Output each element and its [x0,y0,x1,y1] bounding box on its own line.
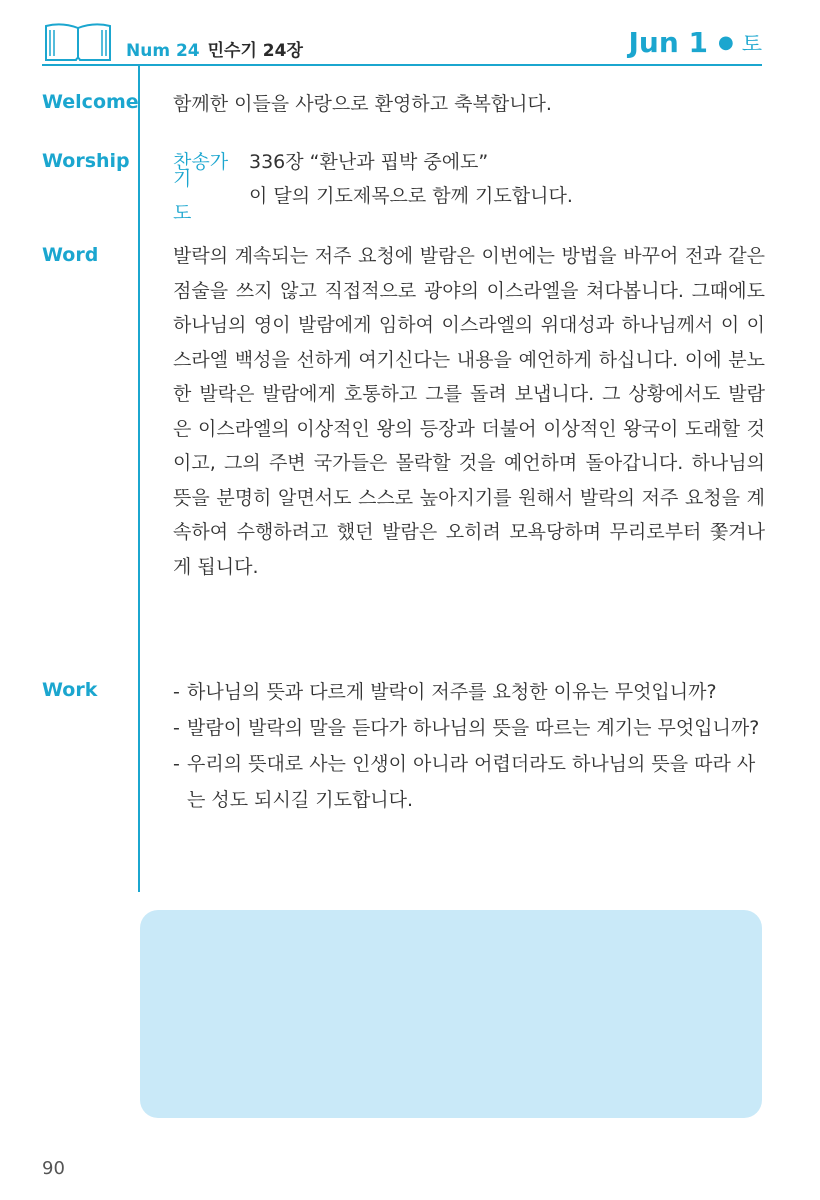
header-divider [42,64,762,66]
worship-content [173,145,765,224]
hymn-text: 336장 “환난과 핍박 중에도” [249,151,489,173]
book-ref: Num 24 [126,41,200,61]
bullet-dash: - [173,681,180,703]
worship-label: Worship [42,150,130,172]
list-item [173,710,765,746]
list-item [173,674,765,710]
prayer-text: 이 달의 기도제목으로 함께 기도합니다. [249,185,573,207]
book-title: 민수기 24장 [207,41,303,61]
date [628,26,762,59]
welcome-text: 함께한 이들을 사랑으로 환영하고 축복합니다. [173,93,552,115]
prayer-row [173,168,765,224]
work-label: Work [42,679,98,701]
bullet-dash: - [173,717,180,739]
open-book-icon [42,20,114,64]
hymn-row [173,145,765,179]
work-item-text: 발람이 발락의 말을 듣다가 하나님의 뜻을 따르는 계기는 무엇입니까? [187,717,760,739]
word-text: 발락의 계속되는 저주 요청에 발람은 이번에는 방법을 바꾸어 전과 같은 점술을 쓰지 않고 직접적으로 광야의 이스라엘을 쳐다봅니다. 그때에도 하나님의 영이 발람에게 임하여 이스라엘의 위대성과 하나님께서 이 이스라엘 백성을 선하게 여기신다는 내용을 예언하게 하십니다. 이에 분노한 발락은 발람에게 호통하고 그를 돌려 보냅니다. 그 상황에서도 발람은 이스라엘의 이상적인 왕의 등장과 더불어 이상적인 왕국이 도래할 것이고, 그의 주변 국가들은 몰락할 것을 예언하며 돌아갑니다. 하나님의 뜻을 분명히 알면서도 스스로 높아지기를 원해서 발락의 저주 요청을 계속하여 수행하려고 했던 발람은 오히려 모욕당하며 무리로부터 쫓겨나게 됩니다. [173,245,765,578]
scripture-reference [126,36,303,61]
weekday: 토 [741,31,762,56]
date-text: Jun 1 [628,26,708,59]
section-divider [138,66,140,892]
work-item-text: 우리의 뜻대로 사는 인생이 아니라 어렵더라도 하나님의 뜻을 따라 사는 성도 되시길 기도합니다. [187,753,756,811]
date-separator: ● [717,32,734,53]
hymn-label: 찬송가 [173,151,229,173]
prayer-label: 기 도 [173,168,208,224]
page-header [42,18,762,66]
bullet-dash: - [173,753,180,775]
list-item [173,746,765,818]
work-list [173,674,765,818]
word-label: Word [42,244,99,266]
work-item-text: 하나님의 뜻과 다르게 발락이 저주를 요청한 이유는 무엇입니까? [187,681,717,703]
page-number: 90 [42,1158,65,1179]
note-area[interactable] [140,910,762,1118]
welcome-label: Welcome [42,91,139,113]
